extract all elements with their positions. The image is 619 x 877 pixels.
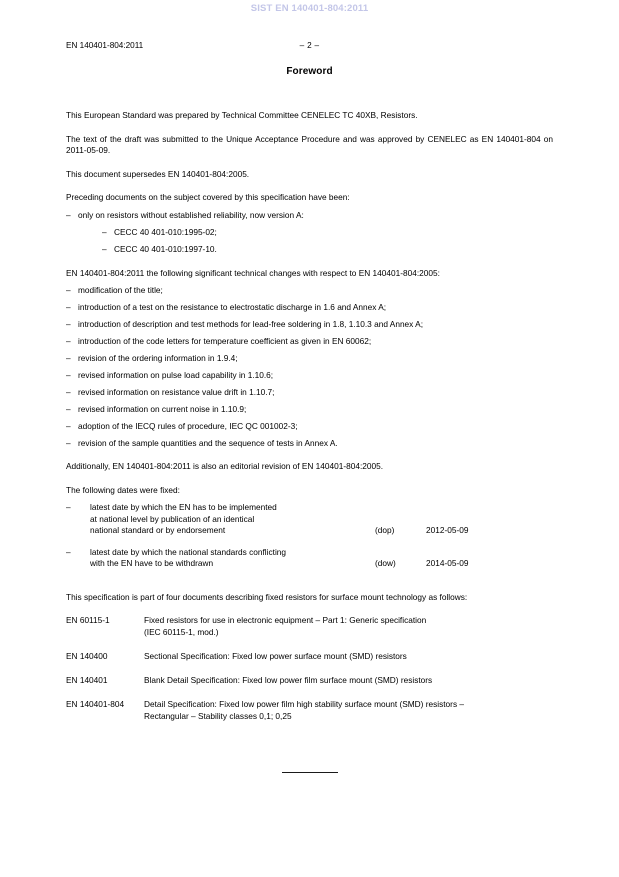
paragraph-committee: This European Standard was prepared by Technical Committee CENELEC TC 40XB, Resistors. bbox=[66, 110, 418, 120]
related-specifications-list bbox=[66, 615, 553, 722]
list-item-label: revised information on resistance value drift in 1.10.7; bbox=[78, 387, 275, 398]
paragraph-approval: The text of the draft was submitted to the Unique Acceptance Procedure and was approved by CENELEC as EN 140401-804 on 2011-05-09. bbox=[66, 133, 553, 156]
header-document-id: EN 140401-804:2011 bbox=[66, 41, 144, 50]
spec-description bbox=[144, 675, 553, 687]
list-item-label: introduction of a test on the resistance to electrostatic discharge in 1.6 and Annex A; bbox=[78, 302, 387, 313]
list-item-label: CECC 40 401-010:1995-02; bbox=[114, 227, 217, 238]
spec-row-en-140401-804 bbox=[66, 699, 553, 722]
list-item-label: CECC 40 401-010:1997-10. bbox=[114, 244, 217, 255]
spec-identifier: EN 140401-804 bbox=[66, 699, 125, 710]
list-item bbox=[66, 319, 553, 331]
spec-description-line1: Fixed resistors for use in electronic equipment – Part 1: Generic specification bbox=[144, 615, 427, 626]
list-item bbox=[66, 285, 553, 297]
spec-identifier: EN 60115-1 bbox=[66, 615, 110, 626]
list-item-label: revised information on pulse load capability in 1.10.6; bbox=[78, 370, 274, 381]
list-item-label: revised information on current noise in 1.10.9; bbox=[78, 404, 247, 415]
list-item bbox=[102, 227, 553, 239]
page-title: Foreword bbox=[286, 66, 333, 77]
list-item bbox=[102, 244, 553, 256]
technical-changes-list bbox=[66, 285, 553, 449]
paragraph-supersedes: This document supersedes EN 140401-804:2005. bbox=[66, 168, 250, 179]
date-row-dow bbox=[66, 547, 553, 570]
date-description-line3: national standard or by endorsement bbox=[90, 525, 226, 536]
date-code: (dow) bbox=[375, 558, 396, 569]
date-code: (dop) bbox=[375, 525, 395, 536]
dash-bullet-icon: – bbox=[66, 370, 71, 381]
header-page-number: – 2 – bbox=[299, 41, 320, 50]
dash-bullet-icon: – bbox=[66, 404, 71, 415]
date-description bbox=[90, 502, 375, 537]
spec-row-en-60115-1 bbox=[66, 615, 553, 638]
spec-description-line1: Blank Detail Specification: Fixed low power film surface mount (SMD) resistors bbox=[144, 675, 433, 686]
list-item bbox=[66, 302, 553, 314]
list-item bbox=[66, 438, 553, 450]
fixed-dates-block bbox=[66, 502, 553, 570]
list-item-label: introduction of the code letters for temperature coefficient as given in EN 60062; bbox=[78, 336, 372, 347]
paragraph-editorial-revision: Additionally, EN 140401-804:2011 is also an editorial revision of EN 140401-804:2005. bbox=[66, 460, 384, 471]
list-item-label: adoption of the IECQ rules of procedure, IEC QC 001002-3; bbox=[78, 421, 298, 431]
list-item bbox=[66, 421, 553, 433]
spacer bbox=[66, 580, 553, 592]
document-body bbox=[66, 110, 553, 735]
horizontal-rule bbox=[282, 772, 338, 773]
preceding-documents-sublist bbox=[102, 227, 553, 256]
spacer bbox=[66, 180, 553, 192]
dash-bullet-icon: – bbox=[66, 209, 71, 220]
dash-bullet-icon: – bbox=[66, 353, 71, 364]
date-description bbox=[90, 547, 375, 570]
dash-bullet-icon: – bbox=[66, 502, 71, 513]
dash-bullet-icon: – bbox=[66, 319, 71, 330]
dash-bullet-icon: – bbox=[66, 421, 71, 431]
dash-bullet-icon: – bbox=[102, 227, 107, 238]
spacer bbox=[66, 157, 553, 169]
paragraph-dates-intro: The following dates were fixed: bbox=[66, 484, 180, 495]
list-item bbox=[66, 336, 553, 348]
dash-bullet-icon: – bbox=[102, 244, 107, 255]
dash-bullet-icon: – bbox=[66, 302, 71, 313]
spec-description-line2: Rectangular – Stability classes 0,1; 0,25 bbox=[144, 710, 292, 721]
spec-identifier: EN 140401 bbox=[66, 675, 108, 686]
watermark-header: SIST EN 140401-804:2011 bbox=[250, 3, 369, 14]
list-item bbox=[66, 387, 553, 399]
dash-bullet-icon: – bbox=[66, 546, 71, 557]
date-row-dop bbox=[66, 502, 553, 537]
dash-bullet-icon: – bbox=[66, 336, 71, 347]
spec-description-line2: (IEC 60115-1, mod.) bbox=[144, 626, 219, 637]
spacer bbox=[66, 603, 553, 615]
list-item-label: introduction of description and test methods for lead-free soldering in 1.8, 1.10.3 and Annex A; bbox=[78, 319, 424, 330]
spec-description-line1: Sectional Specification: Fixed low power surface mount (SMD) resistors bbox=[144, 650, 407, 661]
date-value: 2014-05-09 bbox=[426, 558, 469, 569]
spec-description bbox=[144, 699, 553, 722]
spec-description bbox=[144, 615, 553, 638]
spec-identifier: EN 140400 bbox=[66, 650, 108, 661]
spec-row-en-140400 bbox=[66, 651, 553, 663]
date-description-line1: latest date by which the national standards conflicting bbox=[90, 546, 287, 557]
list-item-label: modification of the title; bbox=[78, 285, 163, 296]
preceding-documents-list bbox=[66, 210, 553, 256]
spec-description-line1: Detail Specification: Fixed low power film high stability surface mount (SMD) resistors – bbox=[144, 699, 465, 710]
list-item bbox=[66, 370, 553, 382]
spec-row-en-140401 bbox=[66, 675, 553, 687]
date-description-line2: at national level by publication of an identical bbox=[90, 513, 255, 524]
list-item bbox=[66, 353, 553, 365]
paragraph-specification-scope: This specification is part of four documents describing fixed resistors for surface mount technology as follows: bbox=[66, 591, 468, 602]
section-end-rule bbox=[0, 765, 619, 775]
date-description-line1: latest date by which the EN has to be implemented bbox=[90, 502, 277, 513]
dash-bullet-icon: – bbox=[66, 285, 71, 296]
list-item-label: only on resistors without established reliability, now version A: bbox=[78, 209, 304, 220]
spec-description bbox=[144, 651, 553, 663]
dash-bullet-icon: – bbox=[66, 387, 71, 398]
date-description-line2: with the EN have to be withdrawn bbox=[90, 558, 214, 569]
dash-bullet-icon: – bbox=[66, 437, 71, 448]
list-item-label: revision of the ordering information in 1.9.4; bbox=[78, 353, 238, 364]
list-item-label: revision of the sample quantities and the sequence of tests in Annex A. bbox=[78, 437, 338, 448]
paragraph-technical-changes-intro: EN 140401-804:2011 the following significant technical changes with respect to EN 140401-804:2005: bbox=[66, 267, 440, 278]
spacer bbox=[66, 122, 553, 134]
date-value: 2012-05-09 bbox=[426, 525, 469, 536]
list-item bbox=[66, 210, 553, 256]
list-item bbox=[66, 404, 553, 416]
paragraph-preceding-documents: Preceding documents on the subject covered by this specification have been: bbox=[66, 192, 350, 203]
spacer bbox=[66, 473, 553, 485]
